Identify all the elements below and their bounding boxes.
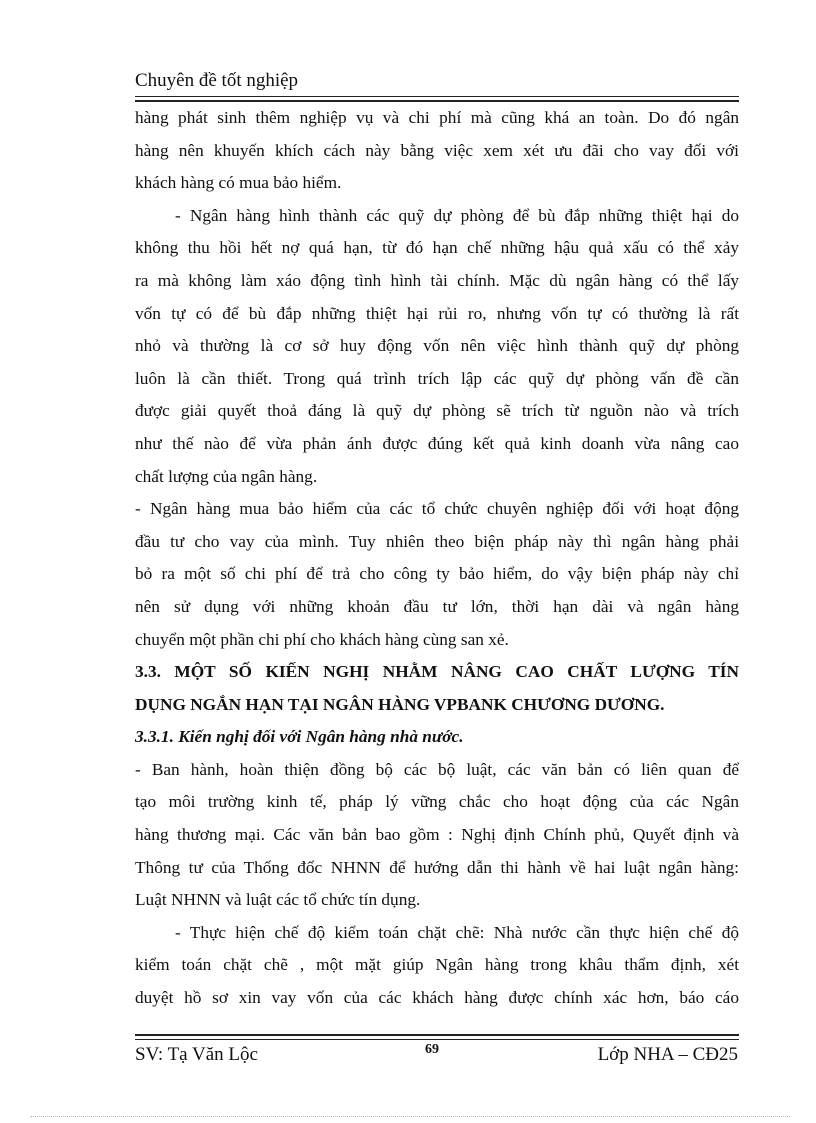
body-line: hàng phát sinh thêm nghiệp vụ và chi phí mà cũng khá an toàn. Do đó ngân (135, 108, 739, 127)
footer-student-name: SV: Tạ Văn Lộc (135, 1044, 258, 1065)
page-edge-dotted-line (30, 1116, 790, 1117)
running-header-title: Chuyên đề tốt nghiệp (135, 70, 299, 91)
body-line: DỤNG NGẮN HẠN TẠI NGÂN HÀNG VPBANK CHƯƠNG DƯƠNG. (135, 694, 665, 714)
body-line: duyệt hồ sơ xin vay vốn của các khách hàng được chính xác hơn, báo cáo (135, 988, 739, 1008)
body-line: chất lượng của ngân hàng. (135, 466, 318, 486)
body-line: kiểm toán chặt chẽ , một mặt giúp Ngân hàng trong khâu thẩm định, xét (135, 955, 739, 975)
document-body-text (135, 102, 739, 1015)
footer-class-label: Lớp NHA – CĐ25 (597, 1044, 738, 1065)
body-line: 3.3. MỘT SỐ KIẾN NGHỊ NHẰM NÂNG CAO CHẤT LƯỢNG TÍN (135, 662, 739, 682)
body-line: vốn tự có để bù đắp những thiệt hại rủi ro, nhưng vốn tự có thường là rất (135, 303, 739, 323)
body-line: tạo môi trường kinh tế, pháp lý vững chắc cho hoạt động của các Ngân (135, 792, 739, 812)
body-line: đầu tư cho vay của mình. Tuy nhiên theo biện pháp này thì ngân hàng phải (135, 531, 739, 551)
page-number: 69 (425, 1042, 439, 1057)
body-line: - Ban hành, hoàn thiện đồng bộ các bộ luật, các văn bản có liên quan để (135, 759, 739, 779)
body-line: hàng thương mại. Các văn bản bao gồm : Nghị định Chính phủ, Quyết định và (135, 825, 739, 845)
body-line: chuyển một phần chi phí cho khách hàng cùng san xẻ. (135, 629, 509, 649)
body-line: bỏ ra một số chi phí để trả cho công ty bảo hiểm, do vậy biện pháp này chỉ (135, 564, 739, 584)
body-line: khách hàng có mua bảo hiểm. (135, 173, 342, 193)
body-line: - Ngân hàng hình thành các quỹ dự phòng để bù đắp những thiệt hại do (175, 205, 739, 225)
footer-double-rule (135, 1034, 739, 1040)
body-line: hàng nên khuyến khích cách này bằng việc xem xét ưu đãi cho vay đối với (135, 140, 739, 160)
body-line: - Thực hiện chế độ kiểm toán chặt chẽ: Nhà nước cần thực hiện chế độ (175, 922, 739, 942)
body-line: như thế nào để vừa phản ánh được đúng kết quả kinh doanh vừa nâng cao (135, 433, 739, 453)
body-line: ra mà không làm xáo động tình hình tài chính. Mặc dù ngân hàng có thể lấy (135, 270, 739, 290)
body-line: - Ngân hàng mua bảo hiểm của các tổ chức chuyên nghiệp đối với hoạt động (135, 499, 739, 519)
body-line: Luật NHNN và luật các tổ chức tín dụng. (135, 890, 421, 910)
body-line: nhỏ và thường là cơ sở huy động vốn nên việc hình thành quỹ dự phòng (135, 336, 739, 356)
body-line: 3.3.1. Kiến nghị đối với Ngân hàng nhà nước. (135, 727, 464, 747)
body-line: được giải quyết thoả đáng là quỹ dự phòng sẽ trích từ nguồn nào và trích (135, 401, 739, 421)
body-line: luôn là cần thiết. Trong quá trình trích lập các quỹ dự phòng vấn đề cần (135, 368, 739, 388)
body-line: không thu hồi hết nợ quá hạn, từ đó hạn chế những hậu quả xấu có thể xảy (135, 238, 739, 258)
body-line: Thông tư của Thống đốc NHNN để hướng dẫn thi hành về hai luật ngân hàng: (135, 857, 739, 877)
body-line: nên sử dụng với những khoản đầu tư lớn, thời hạn dài và ngân hàng (135, 596, 739, 616)
